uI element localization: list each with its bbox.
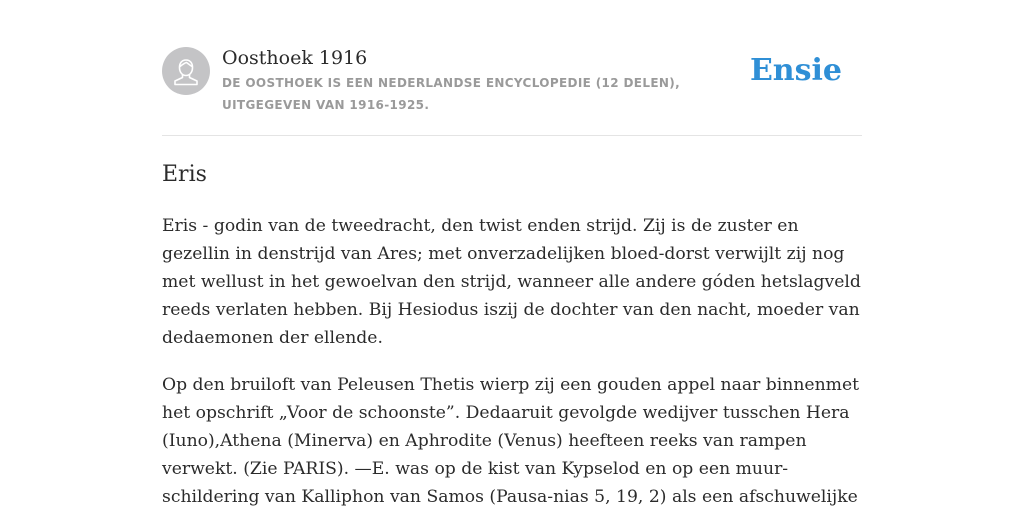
header-divider [162, 135, 862, 136]
brand-logo[interactable]: Ensie [749, 53, 842, 88]
page [162, 0, 862, 512]
article-paragraph: Op den bruiloft van Peleusen Thetis wierp zij een gouden appel naar binnenmet het opschrift „Voor de schoonste”. Dedaaruit gevolgde wedijver tusschen Hera (Iuno),Athena (Minerva) en Aphrodite (Venus) heefteen reeks van rampen verwekt. (Zie PARIS). —E. was op de kist van Kypselod en op een muur-schildering van Kalliphon van Samos (Pausa-nias 5, 19, 2) als een afschuwelijke [162, 375, 860, 507]
source-avatar[interactable] [162, 47, 210, 95]
source-header [162, 46, 862, 118]
article-body [162, 212, 862, 530]
article-title: Eris [162, 162, 207, 187]
article-paragraph: Eris - godin van de tweedracht, den twist enden strijd. Zij is de zuster en gezellin in denstrijd van Ares; met onverzadelijken bloed-dorst verwijlt zij nog met wellust in het gewoelvan den strijd, wanneer alle andere góden hetslagveld reeds verlaten hebben. Bij Hesiodus iszij de dochter van den nacht, moeder van dedaemonen der ellende. [162, 216, 861, 348]
source-name[interactable]: Oosthoek 1916 [222, 47, 368, 69]
user-icon [162, 47, 210, 95]
source-description: DE OOSTHOEK IS EEN NEDERLANDSE ENCYCLOPEDIE (12 DELEN), UITGEGEVEN VAN 1916-1925. [222, 76, 681, 112]
